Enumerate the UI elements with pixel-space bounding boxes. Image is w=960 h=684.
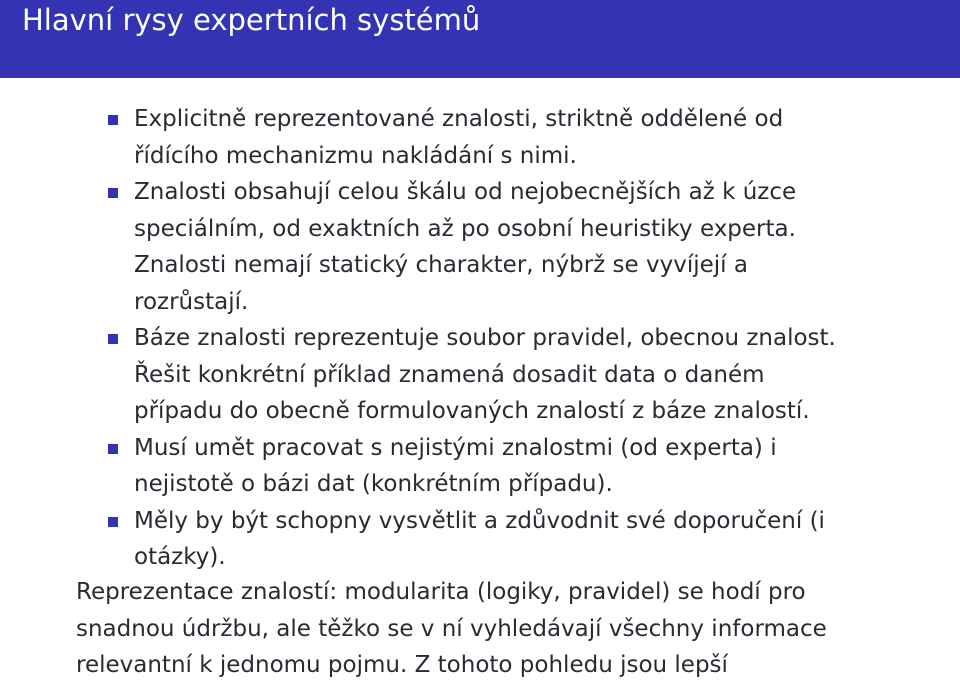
body-paragraph [76,574,827,684]
bullet-text-line: otázky). [134,544,226,570]
paragraph-line: snadnou údržbu, ale těžko se v ní vyhledávají všechny informace [76,615,827,642]
bullet-square-icon [108,115,118,125]
bullet-item [0,174,960,320]
bullet-text-line: rozrůstají. [134,288,249,315]
bullet-item [0,430,960,503]
bullet-item [0,320,960,430]
bullet-text-line: speciálním, od exaktních až po osobní heuristiky experta. [134,215,796,242]
bullet-text-line: Explicitně reprezentované znalosti, striktně oddělené od [134,106,784,132]
bullet-text-line: případu do obecně formulovaných znalostí z báze znalostí. [134,398,810,424]
bullet-item [0,101,960,174]
bullet-text-line: řídícího mechanizmu nakládání s nimi. [134,142,577,169]
bullet-text-line: Znalosti obsahují celou škálu od nejobecnějších až k úzce [134,179,797,205]
bullet-text-line: Znalosti nemají statický charakter, nýbrž se vyvíjejí a [134,252,748,278]
bullet-square-icon [108,444,118,454]
bullet-text-line: Báze znalosti reprezentuje soubor pravidel, obecnou znalost. [134,325,836,351]
bullet-list [0,101,960,576]
slide-title-bar [0,0,960,78]
bullet-item [0,503,960,576]
slide-title: Hlavní rysy expertních systémů [22,3,481,37]
paragraph-line: relevantní k jednomu pojmu. Z tohoto pohledu jsou lepší [76,652,728,678]
bullet-square-icon [108,517,118,527]
paragraph-line: Reprezentace znalostí: modularita (logiky, pravidel) se hodí pro [76,579,806,605]
bullet-square-icon [108,334,118,344]
bullet-square-icon [108,188,118,198]
bullet-text-line: Měly by být schopny vysvětlit a zdůvodnit své doporučení (i [134,507,825,534]
bullet-text-line: Řešit konkrétní příklad znamená dosadit data o daném [134,361,765,388]
bullet-text-line: nejistotě o bázi dat (konkrétním případu). [134,471,613,497]
bullet-text-line: Musí umět pracovat s nejistými znalostmi (od experta) i [134,434,777,461]
